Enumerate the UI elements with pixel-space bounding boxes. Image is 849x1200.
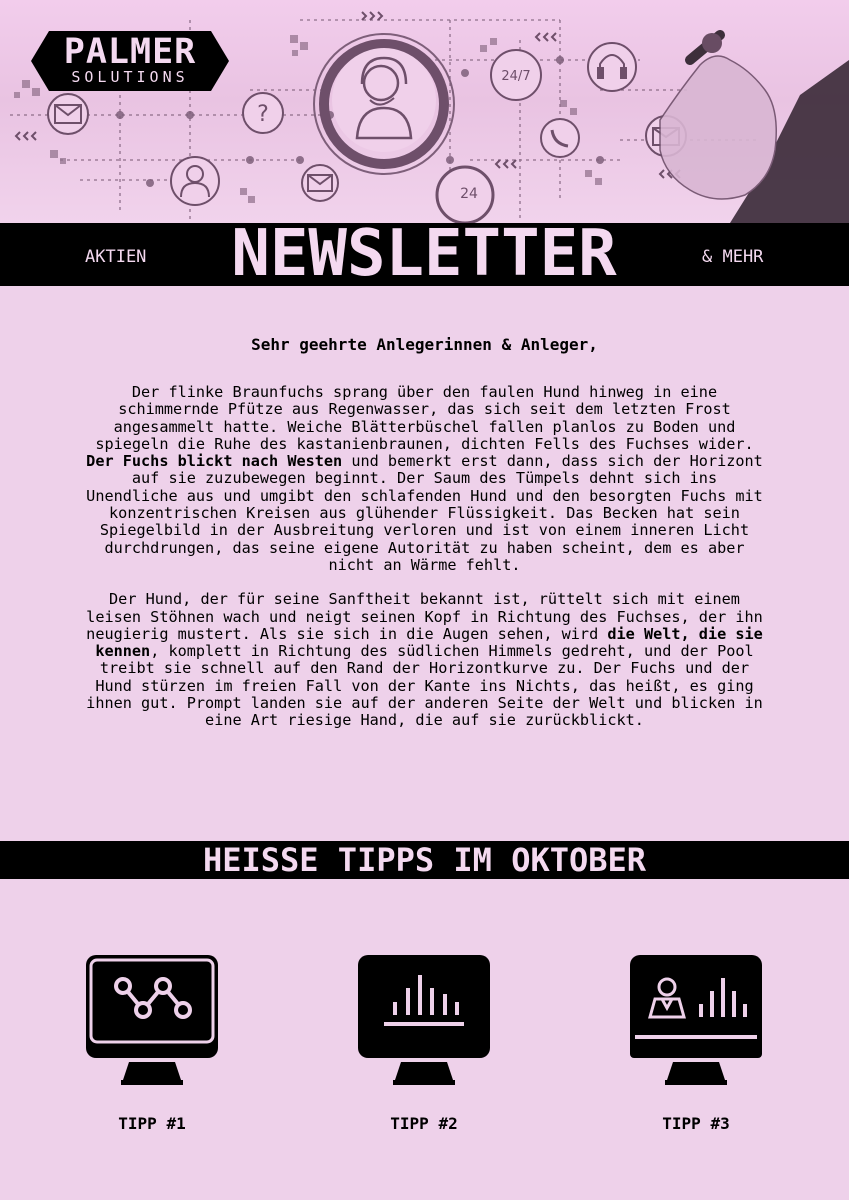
line-chart-monitor-icon	[86, 955, 218, 1090]
tip-3-card	[630, 955, 762, 1090]
paragraph-emphasis: Der Fuchs blickt nach Westen	[86, 452, 343, 471]
logo-name: PALMER	[63, 32, 197, 72]
mail-icon	[48, 94, 88, 134]
tip-1-card	[86, 955, 218, 1090]
paragraph-emphasis: die Welt, die sie kennen	[95, 624, 763, 661]
paragraph-2	[85, 591, 764, 729]
headset-icon	[588, 43, 636, 91]
paragraph-text: Der Hund, der für seine Sanftheit bekannt ist, rüttelt sich mit einem leisen Stöhnen wach und neigt seinen Kopf in Richtung des Fuchses, der ihn neugierig mustert. Als sie sich in die Augen sehen, wird	[86, 590, 763, 643]
tip-1-label: TIPP #1	[118, 1114, 186, 1133]
tip-3-label: TIPP #3	[662, 1114, 730, 1133]
logo-tagline: SOLUTIONS	[71, 68, 189, 86]
person-stats-monitor-icon	[630, 955, 762, 1090]
tips-header	[0, 841, 849, 879]
header-right-label: & MEHR	[702, 247, 764, 267]
user-icon	[171, 157, 219, 205]
newsletter-title: NEWSLETTER	[231, 217, 617, 291]
svg-text:24: 24	[460, 186, 478, 202]
hero-banner	[0, 0, 849, 223]
svg-text:24/7: 24/7	[501, 69, 531, 84]
question-icon	[243, 93, 283, 133]
hand-with-pen	[660, 33, 849, 223]
tip-2-label: TIPP #2	[390, 1114, 458, 1133]
paragraph-text: Der flinke Braunfuchs sprang über den faulen Hund hinweg in eine schimmernde Pfütze aus Regenwasser, das sich seit dem letzten Frost angesammelt hatte. Weiche Blätterbüschel fallen planlos zu Boden und spiegeln die Ruhe des kastanienbraunen, dichten Fells des Fuchses wider.	[95, 383, 754, 453]
bar-chart-monitor-icon	[358, 955, 490, 1090]
phone-icon	[541, 119, 579, 157]
header-left-label: AKTIEN	[85, 247, 147, 267]
tips-title: HEISSE TIPPS IM OKTOBER	[202, 841, 647, 879]
mail-icon	[302, 165, 338, 201]
letter-body	[85, 384, 764, 747]
tip-2-card	[358, 955, 490, 1090]
support-agent-icon	[314, 34, 454, 174]
clock-24-7-icon	[491, 50, 541, 100]
paragraph-text: , komplett in Richtung des südlichen Himmels gedreht, und der Pool treibt sie schnell auf den Rand der Horizontkurve zu. Der Fuchs und der Hund stürzen im freien Fall von der Kante ins Nichts, das heißt, es ging ihnen gut. Prompt landen sie auf der anderen Seite der Welt und blicken in eine Art riesige Hand, die auf sie zurückblickt.	[86, 642, 763, 730]
svg-text:?: ?	[257, 102, 269, 127]
newsletter-header	[0, 217, 849, 291]
company-logo	[31, 31, 229, 91]
paragraph-text: und bemerkt erst dann, dass sich der Horizont auf sie zuzubewegen beginnt. Der Saum des Tümpels dehnt sich ins Unendliche aus und umgibt den schlafenden Hund und den besorgten Fuchs mit konzentrischen Kreisen aus glühender Flüssigkeit. Das Becken hat sein Spiegelbild in der Ausbreitung verloren und ist von einem inneren Licht durchdrungen, das seine eigene Autorität zu haben scheint, dem es aber nicht an Wärme fehlt.	[86, 452, 763, 574]
paragraph-1	[85, 384, 764, 574]
letter-greeting: Sehr geehrte Anlegerinnen & Anleger,	[251, 335, 598, 354]
